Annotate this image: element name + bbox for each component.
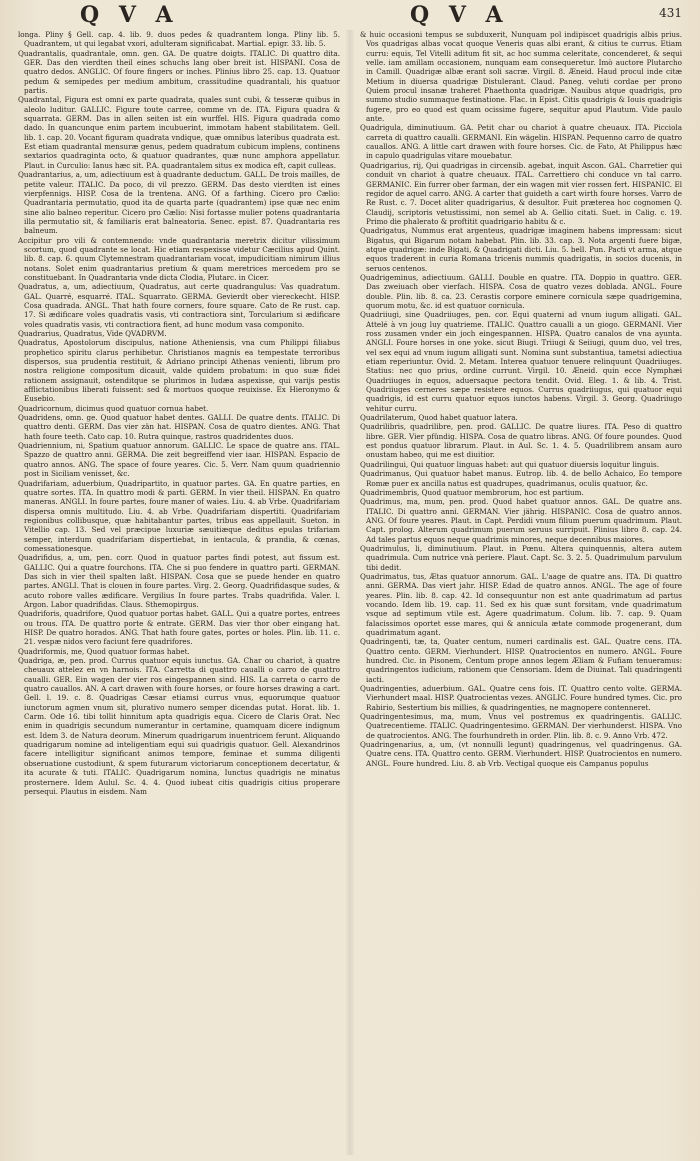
dictionary-entry: Quadricornum, dicimus quod quatuor cornua habet.: [18, 403, 209, 413]
running-head-right: Q V A: [410, 2, 509, 28]
dictionary-entry: Quadrarius, Quadratus, Vide QVADRVM.: [18, 329, 167, 338]
dictionary-entry: Quadrifidus, a, um, pen. corr. Quod in quatuor partes findi potest, aut fissum est. GALLIC. Qui a quatre fourchons. ITA. Che si puo fendere in quattro parti. GERMAN. Das sich in vier theil spalten laßt. HISPAN. Cosa que se puede hender en quatro partes. ANGLI. That is clouen in foure partes. Virg. 2. Georg. Quadrifidasque sudes, & acuto robore valles ædificare. Vergilius In foure partes. Trabs quadrifida. Valer. l. Argon. Labor quadrifidas. Claus. Sthemopirgus.: [18, 553, 340, 609]
dictionary-entry: Quadrimembris, Quod quatuor membrorum, hoc est partium.: [360, 487, 584, 497]
dictionary-entry: longa. Pliny § Gell. cap. 4. lib. 9. duos pedes & quadrantem longa. Pliny lib. 5. Quadrantem, ut qui legabat vxori, adulteram significabat. Martial. epigr. 33. lib. 5.: [18, 30, 340, 49]
running-header: [0, 0, 700, 30]
dictionary-entry: Quadrifariam, aduerbium, Quadripartito, in quatuor partes. GA. En quatre parties, en quatre sortes. ITA. In quattro modi & parti. GERM. In vier theil. HISPAN. En quatro maneras. ANGLI. In foure partes, foure maner of waies. Liu. 4. ab Vrbe. Quadrifariam dispersa omnis multitudo. Liu. 4. ab Vrbe. Quadrifariam dispertiti. Quadrifariam regionibus collibusque, quæ habitabantur partes, tribus eas appellauit. Sueton. in Vitellio cap. 13. Sed vel præcipue luxuriæ sæuitiæque deditus epulas trifariam semper, interdum quadrifariam dispertiebat, in ientacula, & prandia, & cœnas, comessationesque.: [18, 478, 340, 553]
dictionary-entry: Quadrigarius, rij, Qui quadrigas in circensib. agebat, inquit Ascon. GAL. Charretier qui conduit vn chariot à quatre cheuaux. ITAL. Carrettiero chi conduce vn tal carro. GERMANIC. Ein furrer ober farman, der ein wagen mit vier rossen fert. HISPANIC. El regidor de aquel carro. ANG. A carter that guideth a cart wirth foure horses. Varro de Re Rust. c. 7. Docet aliter quadrigarius, & desultor. Fuit præterea hoc cognomen Q. Claudij, scriptoris vetustissimi, non semel ab A. Gellio citati. Suet. in Calig. c. 19. Primo die phalerato & proftitit quadrigario habitu & c.: [360, 160, 682, 226]
dictionary-entry: Quadriiugi, sine Quadriiuges, pen. cor. Equi quaterni ad vnum iugum alligati. GAL. Attelé à vn joug luy quatrieme. ITALIC. Quattro caualli a un giogo. GERMANI. Vier ross zusamen vnder ein joch eingespannen. HISPA. Quatro canalos de vna ayunta. ANGLI. Foure horses in one yoke. sicut Biugi. Triiugi & Seiiugi, quum duo, vel tres, vel sex equi ad vnum iugum alligati sunt. Nomina sunt substantiua, tametsi adiectiua etiam reperiuntur. Ovid. 2. Metam. Interea quatuor tenuere relinquunt Quadriiuges. Statius: nec quo prius, ordine currunt. Virgil. 10. Æneid. quin ecce Nymphæi Quadriiuges in equos, aduersaque pectora tendit. Ovid. Eleg. 1. & lib. 4. Trist. Quadriiuges cerneres sæpe resistere equos. Currus quadriiugus, qui quatuor equi quadrigis, id est curru quatuor equos iunctos habens. Virgil. 3. Georg. Quadriiugo vehitur curru.: [360, 310, 682, 413]
dictionary-entry: Quadrilingui, Qui quatuor linguas habet: aut qui quatuor diuersis loquitur linguis.: [360, 459, 660, 469]
dictionary-entry: Quadratus, a, um, adiectiuum, Quadratus, aut certe quadrangulus: Vas quadratum. GAL. Quarré, esquarré. ITAL. Squarrato. GERMA. Gevierdt ober viereckecht. HISP. Cosa quadrada. ANGL. That hath foure corners, foure square. Cato de Re rust. cap. 17. Si ædificare voles quadratis vasis, vti contractiora sint, Torcularium si ædificare voles quadratis vasis, vti contractiora fient, ad hunc modum vasa componito.: [18, 282, 340, 329]
right-column: [360, 30, 682, 768]
dictionary-entry: Quadriformis, me, Quod quatuor formas habet.: [18, 646, 190, 656]
dictionary-entry: Quadrimulus, li, diminutiuum. Plaut. in Pœnu. Altera quinquennis, altera autem quadrimula. Cum nutrice vnà periere. Plaut. Capt. Sc. 3. 2. 5. Quadrimulum parvulum tibi dedit.: [360, 543, 682, 572]
dictionary-entry: Quadrigatus, Nummus erat argenteus, quadrigæ imaginem habens impressam: sicut Bigatus, qui Bigarum notam habebat. Plin. lib. 33. cap. 3. Nota argenti fuere bigæ, atque quadrigæ: inde Bigati, & Quadrigati dicti. Liu. 5. bell. Pun. Pacti vt arma, atque equos traderent in curia Romana tricenis nummis quadrigatis, in socios ducenis, in seruos centenos.: [360, 226, 682, 273]
dictionary-entry: Quadrantalis, quadrantale, omn. gen. GA. De quatre doigts. ITALIC. Di quattro dita. GER. Das den vierdten theil eines schuchs lang ober breit ist. HISPANI. Cosa de quatro dedos. ANGLIC. Of foure fingers or inches. Plinius libro 25. cap. 13. Quatuor pedum & semipedes per medium ambitum, crassitudine quadrantali, his quatuor partis.: [18, 48, 340, 96]
dictionary-entry: Quadratus, Apostolorum discipulus, natione Atheniensis, vna cum Philippi filiabus prophetico spiritu clarus perhibetur. Christianos magnis ea tempestate terroribus dispersos, sua prudentia restituit, & Adriano principi Athenas venienti, librum pro nostra religione compositum dicauit, valde quidem probatum: in quo suæ fidei rationem assignauit, ostenditque se plurimos in Iudæa aspexisse, qui varijs pestis afflictationibus liberati fuissent: sed & mortuos quoque reuixisse. Ex Hieronymo & Eusebio.: [18, 338, 340, 404]
column-gutter: [346, 30, 354, 1155]
dictionary-entry: Quadriennium, ni, Spatium quatuor annorum. GALLIC. Le space de quatre ans. ITAL. Spazzo de quattro anni. GERMA. Die zeit begreiffend vier iaar. HISPAN. Espacio de quatro annos. ANG. The space of foure yeares. Cic. 5. Verr. Nam quum quadriennio post in Siciliam venisset, &c.: [18, 441, 340, 479]
dictionary-entry: Quadridens, omn. ge. Quod quatuor habet dentes. GALLI. De quatre dents. ITALIC. Di quattro denti. GERM. Das vier zän hat. HISPAN. Cosa de quatro dientes. ANG. That hath foure teeth. Cato cap. 10. Rutra quinque, rastros quadridentes duos.: [18, 413, 340, 441]
dictionary-entry: Quadrantarius, a, um, adiectiuum est à quadrante deductum. GALL. De trois mailles, de petite valeur. ITALIC. Da poco, di vil prezzo. GERM. Das desto vierdten ist eines vierpfennigs. HISP. Cosa de la trentena. ANG. Of a farthing. Cicero pro Cælio: Quadrantaria permutatio, quod ita de quarta parte (quadrantem) ipse quæ nec enim sine alio balneo reperitur. Cicero pro Cælio: Nisi fortasse mulier potens quadrantaria illa permutatio sit, & familiaris erat balneatoria. Senec. epist. 87. Quadrantaria res balneum.: [18, 170, 340, 236]
dictionary-entry: Quadrimanus, Qui quatuor habet manus. Eutrop. lib. 4. de bello Achaico, Eo tempore Romæ puer ex ancilla natus est quadrupes, quadrimanus, oculis quatuor, &c.: [360, 469, 682, 488]
dictionary-entry: Quadringenti, tæ, ta, Quater centum, numeri cardinalis est. GAL. Quatre cens. ITA. Quattro cento. GERM. Vierhundert. HISP. Quatrocientos en numero. ANGL. Foure hundred. Cic. in Pisonem, Centum prope annos legem Æliam & Fufiam tenueramus: quadringentos iudicium, rationem que Censoriam. Idem de Diuinat. Tali quadringenti iacti.: [360, 637, 682, 684]
dictionary-entry: Quadringentesimus, ma, mum, Vnus vel postremus ex quadringentis. GALLIC. Quatrecentieme. ITALIC. Quadringentesimo. GERMAN. Der vierhunderst. HISPA. Vno de quatrocientos. ANG. The fourhundreth in order. Plin. lib. 8. c. 9. Anno Vrb. 472.: [360, 712, 682, 740]
dictionary-entry: Quadrimatus, tus, Ætas quatuor annorum. GAL. L'aage de quatre ans. ITA. Di quattro anni. GERMA. Das viert jahr. HISP. Edad de quatro annos. ANGL. The age of foure yeares. Plin. lib. 8. cap. 42. Id consequuntur non est ante quadrimatum ad partus vocando. Idem lib. 19. cap. 11. Sed ex his quæ sunt forsitam, vnde quadrimatum vsque ad septimum vtile est. Agere quadrimatum. Colum. lib. 7. cap. 9. Quam falacissimos oportet esse mares, qui & annicula ætate commode progenerant, dum quadrimatum agant.: [360, 571, 682, 637]
left-column: [18, 30, 340, 796]
dictionary-entry: & huic occasioni tempus se subduxerit, Nunquam pol indipiscet quadrigis albis prius. Vos quadrigas albas vocat quoque Veneris quas albi erant, & citius te currus. Etiam curru: equis, Tel Vitelli aditum fit sit, ac hoc summa celeritate, concenderet, & sequi velle. iam amillam occasionem, nunquam eam consequeretur. Imò auctore Plutarcho in Camill. Quadrigæ albæ erant soli sacræ. Virgil. 8. Æneid. Haud procul inde citæ Metium in diuersa quadrigæ Distulerant. Claud. Paneg. veluti cordae per prono Quiem procul insanæ traheret Phaethonta quadrigæ. Nauibus atque quadrigis, pro summo studio summaque festinatione. Flac. in Epist. Citis quadrigis & Iouis quadrigis fugere, pro eo quod est quam ocissime fugere, sequitur apud Plautum. Vide paulo ante.: [360, 30, 682, 124]
dictionary-entry: Quadringenarius, a, um, (vt nonnulli legunt) quadringenus, vel quadringenus. GA. Quatre cens. ITA. Quattro cento. GERM. Vierhundert. HISP. Quatrocientos en numero. ANGL. Foure hundred. Liu. 8. ab Vrb. Vectigal quoque eis Campanus populus: [360, 740, 682, 768]
running-head-left: Q V A: [80, 2, 179, 28]
dictionary-entry: Quadrigeminus, adiectiuum. GALLI. Double en quatre. ITA. Doppio in quattro. GER. Das zweiuach ober vierfach. HISPA. Cosa de quatro vezes doblada. ANGL. Foure double. Plin. lib. 8. ca. 23. Cerastis corpore eminere cornicula sæpe quadrigemina, quorum motu, &c. id est quatuor cornicula.: [360, 272, 682, 310]
page-number: 431: [659, 6, 682, 20]
dictionary-entry: Quadriga, æ, pen. prod. Currus quatuor equis iunctus. GA. Char ou chariot, à quatre cheuaux attelez en vn harnois. ITA. Carretta di quattro caualli o carro de quattro caualli. GER. Ein wagen der vier ros eingespannen sind. HIS. La carreta o carro de quatro cauallos. AN. A cart drawen with foure horses, or foure horses drawing a cart. Gell. l. 19. c. 8. Quadrigas Cæsar etiamsi currus vnus, equorumque quatuor iunctorum agmen vnum sit, plurativo numero semper dicendas putat. Horat. lib. 1. Carm. Ode 16. tibi tollit hinnitum apta quadrigis equa. Cicero de Claris Orat. Nec enim in quadrigis secundum numerantur in certamine, quamquam dicere indignum est. Idem 3. de Natura deorum. Minerum quadrigarum inuentricem ferunt. Aliquando quadrigarum nomine ad inteligentiam equi sui quadrigis quatuor. Gell. Alexandrinos facere intelligitur significant animos tempore, feminae et summa diligenti obseruatione custodiunt, & spem futurarum victoriarum conceptionem decertatur, & ita acurate & tuti. ITALIC. Quadrigarum nomina, Iunctus quadrigis ne minatus prosternere. Idem Aulul. Sc. 4. 4. Quod iubeat citis quadrigis citius properare persequi. Plautus in eisdem. Nam: [18, 656, 340, 796]
dictionary-entry: Accipitur pro vili & contemnendo: vnde quadrantaria meretrix dicitur vilissimum scortum, quod quadrante se locat. Hic etiam respexisse videtur Cæcilius apud Quint. lib. 8. cap. 6. quum Clytemnestram quadrantariam vocat, impudicitiam nimirum illius notans. Solet enim quadrantarius pretium & quam meretrices mercedem pro se constituebant. In Quadrantaria vnde dicta Clodia, Plutarc. in Cicer.: [18, 235, 340, 282]
dictionary-entry: Quadrilaterum, Quod habet quatuor latera.: [360, 413, 518, 423]
dictionary-entry: Quadriforis, quadrifore, Quod quatuor portas habet. GALL. Qui a quatre portes, entrees ou trous. ITA. De quattro porte & entrate. GERM. Das vier thor ober eingang hat. HISP. De quatro horados. ANG. That hath foure gates, portes or holes. Plin. lib. 11. c. 21. vespæ nidos vero faciunt fere quadrifores.: [18, 609, 340, 647]
dictionary-entry: Quadringenties, aduerbium. GAL. Quatre cens fois. IT. Quattro cento volte. GERMA. Vierhundert maal. HISP. Quatrocientas vezes. ANGLIC. Foure hundred tymes. Cic. pro Rabirio, Sestertium bis millies, & quadringenties, ne magnopere contenneret.: [360, 684, 682, 712]
dictionary-entry: Quadrantal, Figura est omni ex parte quadrata, quales sunt cubi, & tesseræ quibus in aleolo luditur. GALLIC. Figure toute carree, comme vn de. ITA. Figura quadra & squarrata. GERM. Das in allen seiten ist ein wurffel. HIS. Figura quadrada como dado. In quancunque enim partem incubuerint, immotam habent stabilitatem. Gell. lib. 1. cap. 20. Vocant figuram quadrata vndique, quæ omnibus lateribus quadrata est. Est etiam quadrantal mensuræ genus, pedem quadratum cubicum implens, continens sextarios quadraginta octo, & quatuor quadrantes, quæ nunc amphora appellatur. Plaut. in Curculio: Ianus hæc sit. P.A. quadrantalem situs ex modica eft, capit culleas.: [18, 95, 340, 170]
dictionary-entry: Quadrigula, diminutiuum. GA. Petit char ou chariot à quatre cheuaux. ITA. Picciola carreta di quattro caualli. GERMANI. Ein wägelin. HISPAN. Pequenno carro de quatro cauallos. ANG. A little cart drawen with foure horses. Cic. de Fato, At Philippus hæc in capulo quadrigulas vitare mouebatur.: [360, 123, 682, 161]
dictionary-entry: Quadrimus, ma, mum, pen. prod. Quod habet quatuor annos. GAL. De quatre ans. ITALIC. Di quattro anni. GERMAN. Vier jährig. HISPANIC. Cosa de quatro annos. ANG. Of foure yeares. Plaut. in Capt. Perdidi vnum filium puerum quadrimum. Plaut. Capt. prolog. Alterum quadrimum puerum seruus surripuit. Plinius libro 8. cap. 24. Ad tales partus equos neque quadrimis minores, neque decennibus maiores.: [360, 497, 682, 544]
dictionary-entry: Quadrilibris, quadrilibre, pen. prod. GALLIC. De quatre liures. ITA. Peso di quattro libre. GER. Vier pfündig. HISPA. Cosa de quatro libras. ANG. Of foure poundes. Quod est pondus quatuor librarum. Plaut. in Aul. Sc. 1. 4. 5. Quadrilibrem ansam auro onustam habeo, qui me est diuitior.: [360, 422, 682, 460]
